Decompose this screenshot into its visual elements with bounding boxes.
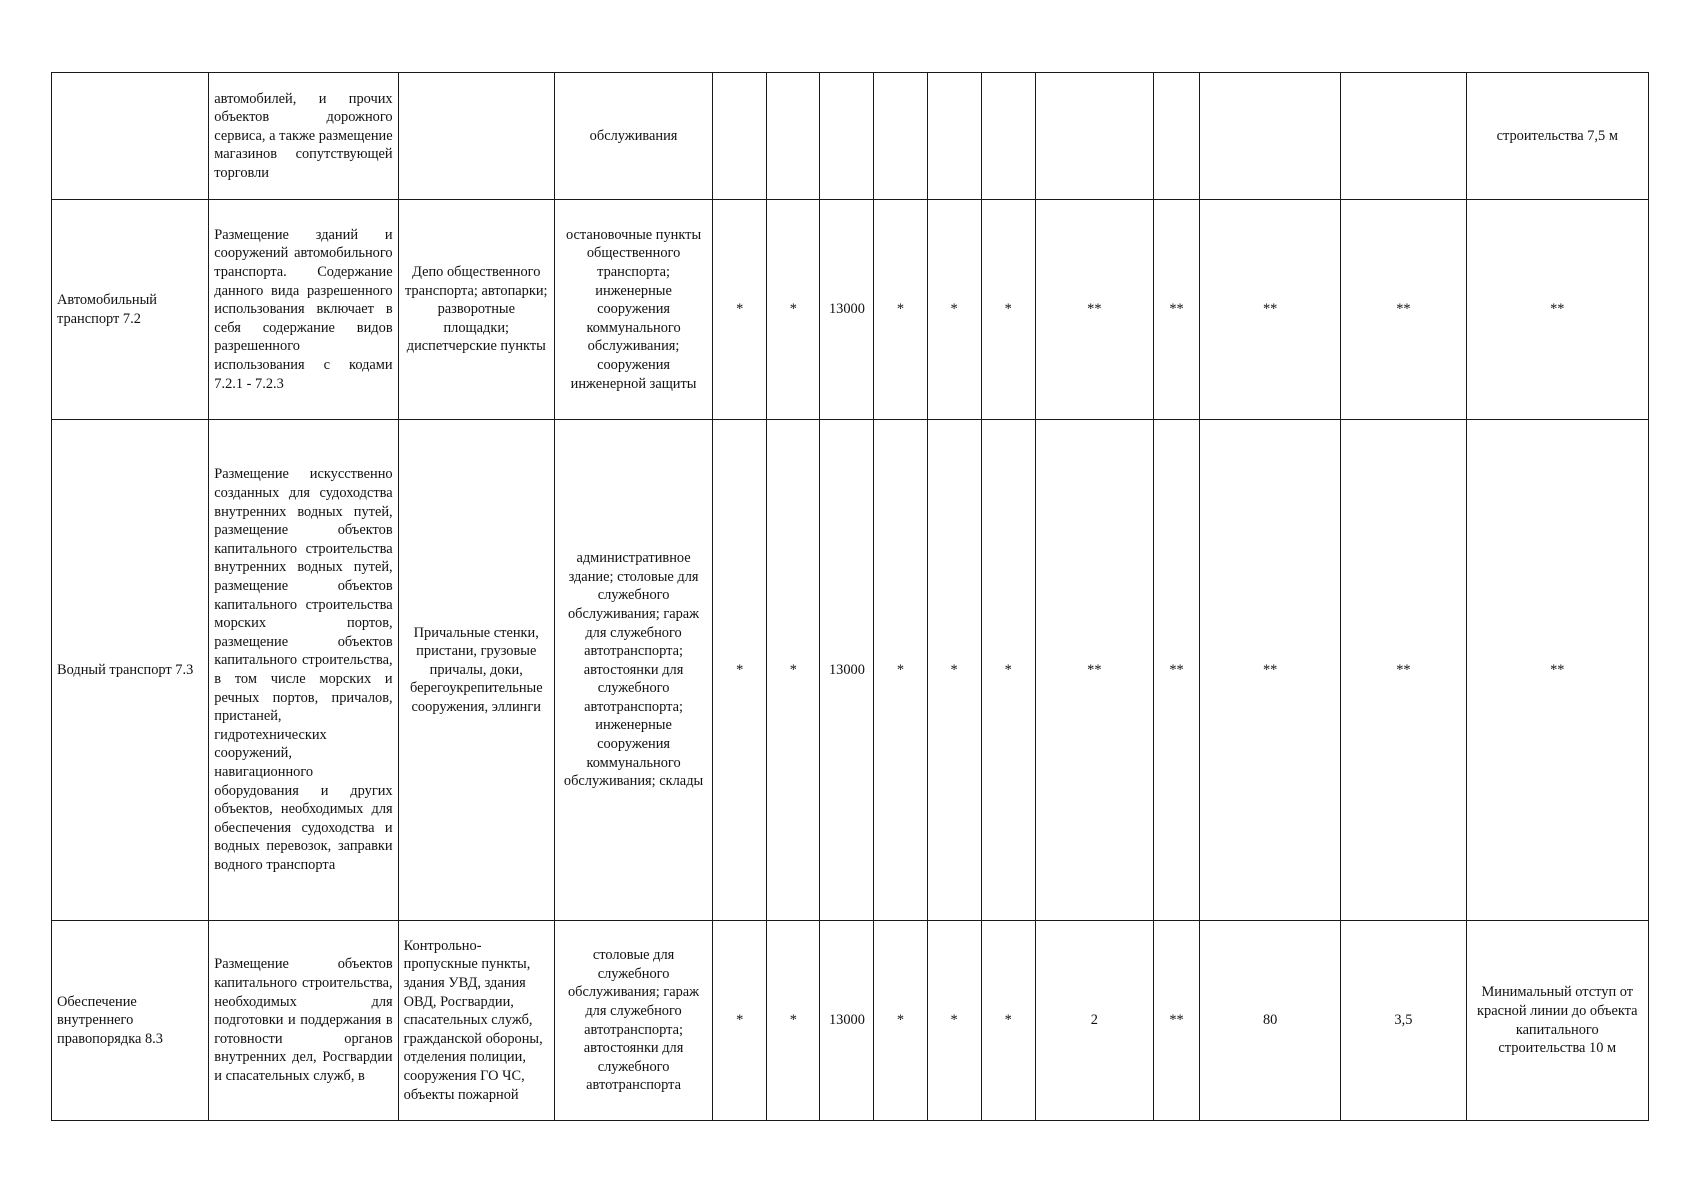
auxiliary-objects-cell: обслуживания — [554, 73, 712, 200]
param-cell-4: * — [874, 420, 927, 921]
param-cell-9: ** — [1200, 420, 1341, 921]
param-cell-1: * — [713, 200, 767, 420]
param-cell-6: * — [981, 420, 1035, 921]
param-cell-9 — [1200, 73, 1341, 200]
use-description-cell: автомобилей, и прочих объектов дорожного сервиса, а также размещение магазинов сопутствующей торговли — [209, 73, 398, 200]
param-cell-9: ** — [1200, 200, 1341, 420]
param-cell-7: ** — [1035, 420, 1153, 921]
param-cell-6: * — [981, 200, 1035, 420]
param-cell-7: ** — [1035, 200, 1153, 420]
use-description-cell: Размещение зданий и сооружений автомобильного транспорта. Содержание данного вида разрешенного использования включает в себя содержание видов разрешенного использования с кодами 7.2.1 - 7.2.3 — [209, 200, 398, 420]
param-cell-2: * — [767, 921, 820, 1121]
param-cell-5 — [927, 73, 981, 200]
use-description-cell: Размещение искусственно созданных для судоходства внутренних водных путей, размещение объектов капитального строительства внутренних водных путей, размещение объектов капитального строительства морских портов, размещение объектов капитального строительства, в том числе морских и речных портов, причалов, пристаней, гидротехнических сооружений, навигационного оборудования и других объектов, необходимых для обеспечения судоходства и водных перевозок, заправки водного транспорта — [209, 420, 398, 921]
table-row — [52, 420, 1649, 921]
param-cell-8: ** — [1153, 921, 1199, 1121]
param-cell-4: * — [874, 921, 927, 1121]
param-cell-2: * — [767, 420, 820, 921]
use-description-cell: Размещение объектов капитального строительства, необходимых для подготовки и поддержания в готовности органов внутренних дел, Росгвардии и спасательных служб, в — [209, 921, 398, 1121]
main-objects-cell: Причальные стенки, пристани, грузовые причалы, доки, берегоукрепительные сооружения, эллинги — [398, 420, 554, 921]
note-cell: ** — [1466, 420, 1648, 921]
auxiliary-objects-cell: остановочные пункты общественного транспорта; инженерные сооружения коммунального обслуживания; сооружения инженерной защиты — [554, 200, 712, 420]
param-cell-8 — [1153, 73, 1199, 200]
param-cell-3 — [820, 73, 874, 200]
use-name-cell: Автомобильный транспорт 7.2 — [52, 200, 209, 420]
param-cell-5: * — [927, 420, 981, 921]
param-cell-7: 2 — [1035, 921, 1153, 1121]
param-cell-10 — [1341, 73, 1466, 200]
param-cell-9: 80 — [1200, 921, 1341, 1121]
param-cell-1: * — [713, 921, 767, 1121]
param-cell-4: * — [874, 200, 927, 420]
param-cell-6: * — [981, 921, 1035, 1121]
note-cell: строительства 7,5 м — [1466, 73, 1648, 200]
table-row — [52, 921, 1649, 1121]
param-cell-7 — [1035, 73, 1153, 200]
auxiliary-objects-cell: административное здание; столовые для служебного обслуживания; гараж для служебного автотранспорта; автостоянки для служебного автотранспорта; инженерные сооружения коммунального обслуживания; склады — [554, 420, 712, 921]
regulations-table — [51, 72, 1649, 1121]
param-cell-10: ** — [1341, 420, 1466, 921]
auxiliary-objects-cell: столовые для служебного обслуживания; гараж для служебного автотранспорта; автостоянки для служебного автотранспорта — [554, 921, 712, 1121]
use-name-cell — [52, 73, 209, 200]
param-cell-3: 13000 — [820, 200, 874, 420]
param-cell-10: 3,5 — [1341, 921, 1466, 1121]
param-cell-8: ** — [1153, 200, 1199, 420]
main-objects-cell: Депо общественного транспорта; автопарки; разворотные площадки; диспетчерские пункты — [398, 200, 554, 420]
param-cell-3: 13000 — [820, 420, 874, 921]
param-cell-6 — [981, 73, 1035, 200]
main-objects-cell — [398, 73, 554, 200]
param-cell-10: ** — [1341, 200, 1466, 420]
param-cell-1: * — [713, 420, 767, 921]
param-cell-2: * — [767, 200, 820, 420]
table-row — [52, 200, 1649, 420]
use-name-cell: Обеспечение внутреннего правопорядка 8.3 — [52, 921, 209, 1121]
param-cell-5: * — [927, 200, 981, 420]
table-row — [52, 73, 1649, 200]
note-cell: Минимальный отступ от красной линии до объекта капитального строительства 10 м — [1466, 921, 1648, 1121]
param-cell-3: 13000 — [820, 921, 874, 1121]
main-objects-cell: Контрольно-пропускные пункты, здания УВД, здания ОВД, Росгвардии, спасательных служб, гражданской обороны, отделения полиции, сооружения ГО ЧС, объекты пожарной — [398, 921, 554, 1121]
param-cell-4 — [874, 73, 927, 200]
use-name-cell: Водный транспорт 7.3 — [52, 420, 209, 921]
param-cell-5: * — [927, 921, 981, 1121]
param-cell-2 — [767, 73, 820, 200]
note-cell: ** — [1466, 200, 1648, 420]
param-cell-1 — [713, 73, 767, 200]
param-cell-8: ** — [1153, 420, 1199, 921]
